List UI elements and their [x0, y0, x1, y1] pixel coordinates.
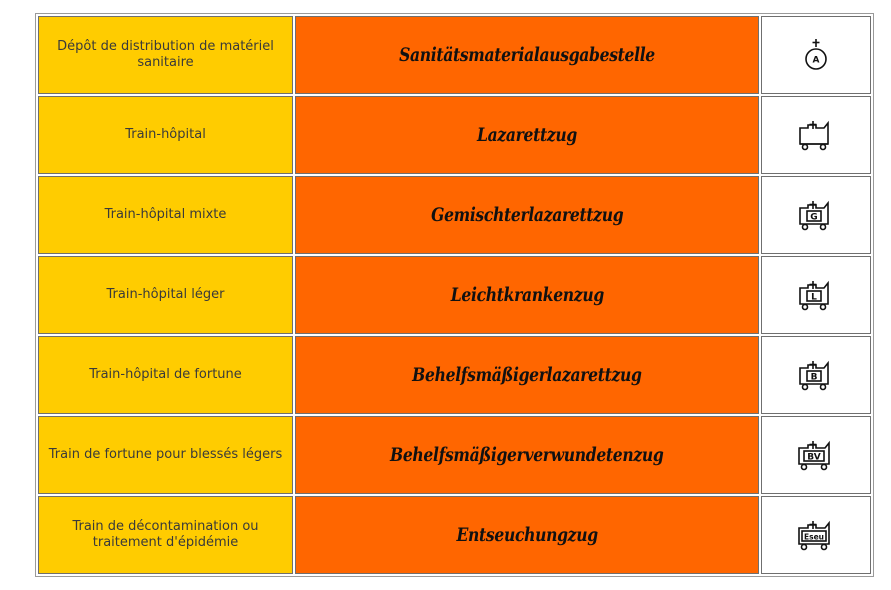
- symbol-letter: Eseu: [803, 532, 825, 542]
- french-term: Train de décontamination ou traitement d'épidémie: [38, 496, 293, 574]
- table-row: [38, 336, 871, 414]
- unit-symbol: [761, 256, 871, 334]
- symbol-letter: B: [810, 372, 818, 383]
- french-term: Train-hôpital: [38, 96, 293, 174]
- unit-symbol: [761, 496, 871, 574]
- german-term: [295, 96, 759, 174]
- german-term-text: Behelfsmäßigerlazarettzug: [412, 364, 642, 386]
- hospital-train-icon: [794, 118, 838, 152]
- french-term: Dépôt de distribution de matériel sanitaire: [38, 16, 293, 94]
- french-term: Train-hôpital de fortune: [38, 336, 293, 414]
- symbol-letter: A: [812, 55, 820, 66]
- french-term: Train-hôpital mixte: [38, 176, 293, 254]
- german-term-text: Behelfsmäßigerverwundetenzug: [390, 444, 664, 466]
- german-term-text: Sanitätsmaterialausgabestelle: [399, 44, 655, 66]
- german-term-text: Leichtkrankenzug: [450, 284, 604, 306]
- symbol-letter: L: [811, 292, 817, 303]
- french-term: Train de fortune pour blessés légers: [38, 416, 293, 494]
- unit-symbol: [761, 16, 871, 94]
- table-row: [38, 256, 871, 334]
- german-term: [295, 416, 759, 494]
- german-term: [295, 176, 759, 254]
- unit-symbol: [761, 96, 871, 174]
- table-row: [38, 176, 871, 254]
- table-row: [38, 416, 871, 494]
- medical-depot-circle-icon: [801, 38, 831, 72]
- table-row: [38, 96, 871, 174]
- german-term-text: Lazarettzug: [477, 124, 577, 146]
- german-term-text: Entseuchungzug: [456, 524, 598, 546]
- table-row: [38, 496, 871, 574]
- symbol-letter: BV: [807, 452, 821, 463]
- hospital-train-icon: [794, 358, 838, 392]
- german-term-text: Gemischterlazarettzug: [430, 204, 624, 226]
- german-term: [295, 16, 759, 94]
- table-row: [38, 16, 871, 94]
- unit-symbol-table: [35, 13, 874, 577]
- hospital-train-icon: [794, 518, 838, 552]
- unit-symbol: [761, 336, 871, 414]
- german-term: [295, 336, 759, 414]
- hospital-train-icon: [794, 438, 838, 472]
- french-term: Train-hôpital léger: [38, 256, 293, 334]
- german-term: [295, 496, 759, 574]
- german-term: [295, 256, 759, 334]
- hospital-train-icon: [794, 278, 838, 312]
- unit-symbol: [761, 176, 871, 254]
- symbol-letter: G: [810, 212, 818, 223]
- unit-symbol: [761, 416, 871, 494]
- hospital-train-icon: [794, 198, 838, 232]
